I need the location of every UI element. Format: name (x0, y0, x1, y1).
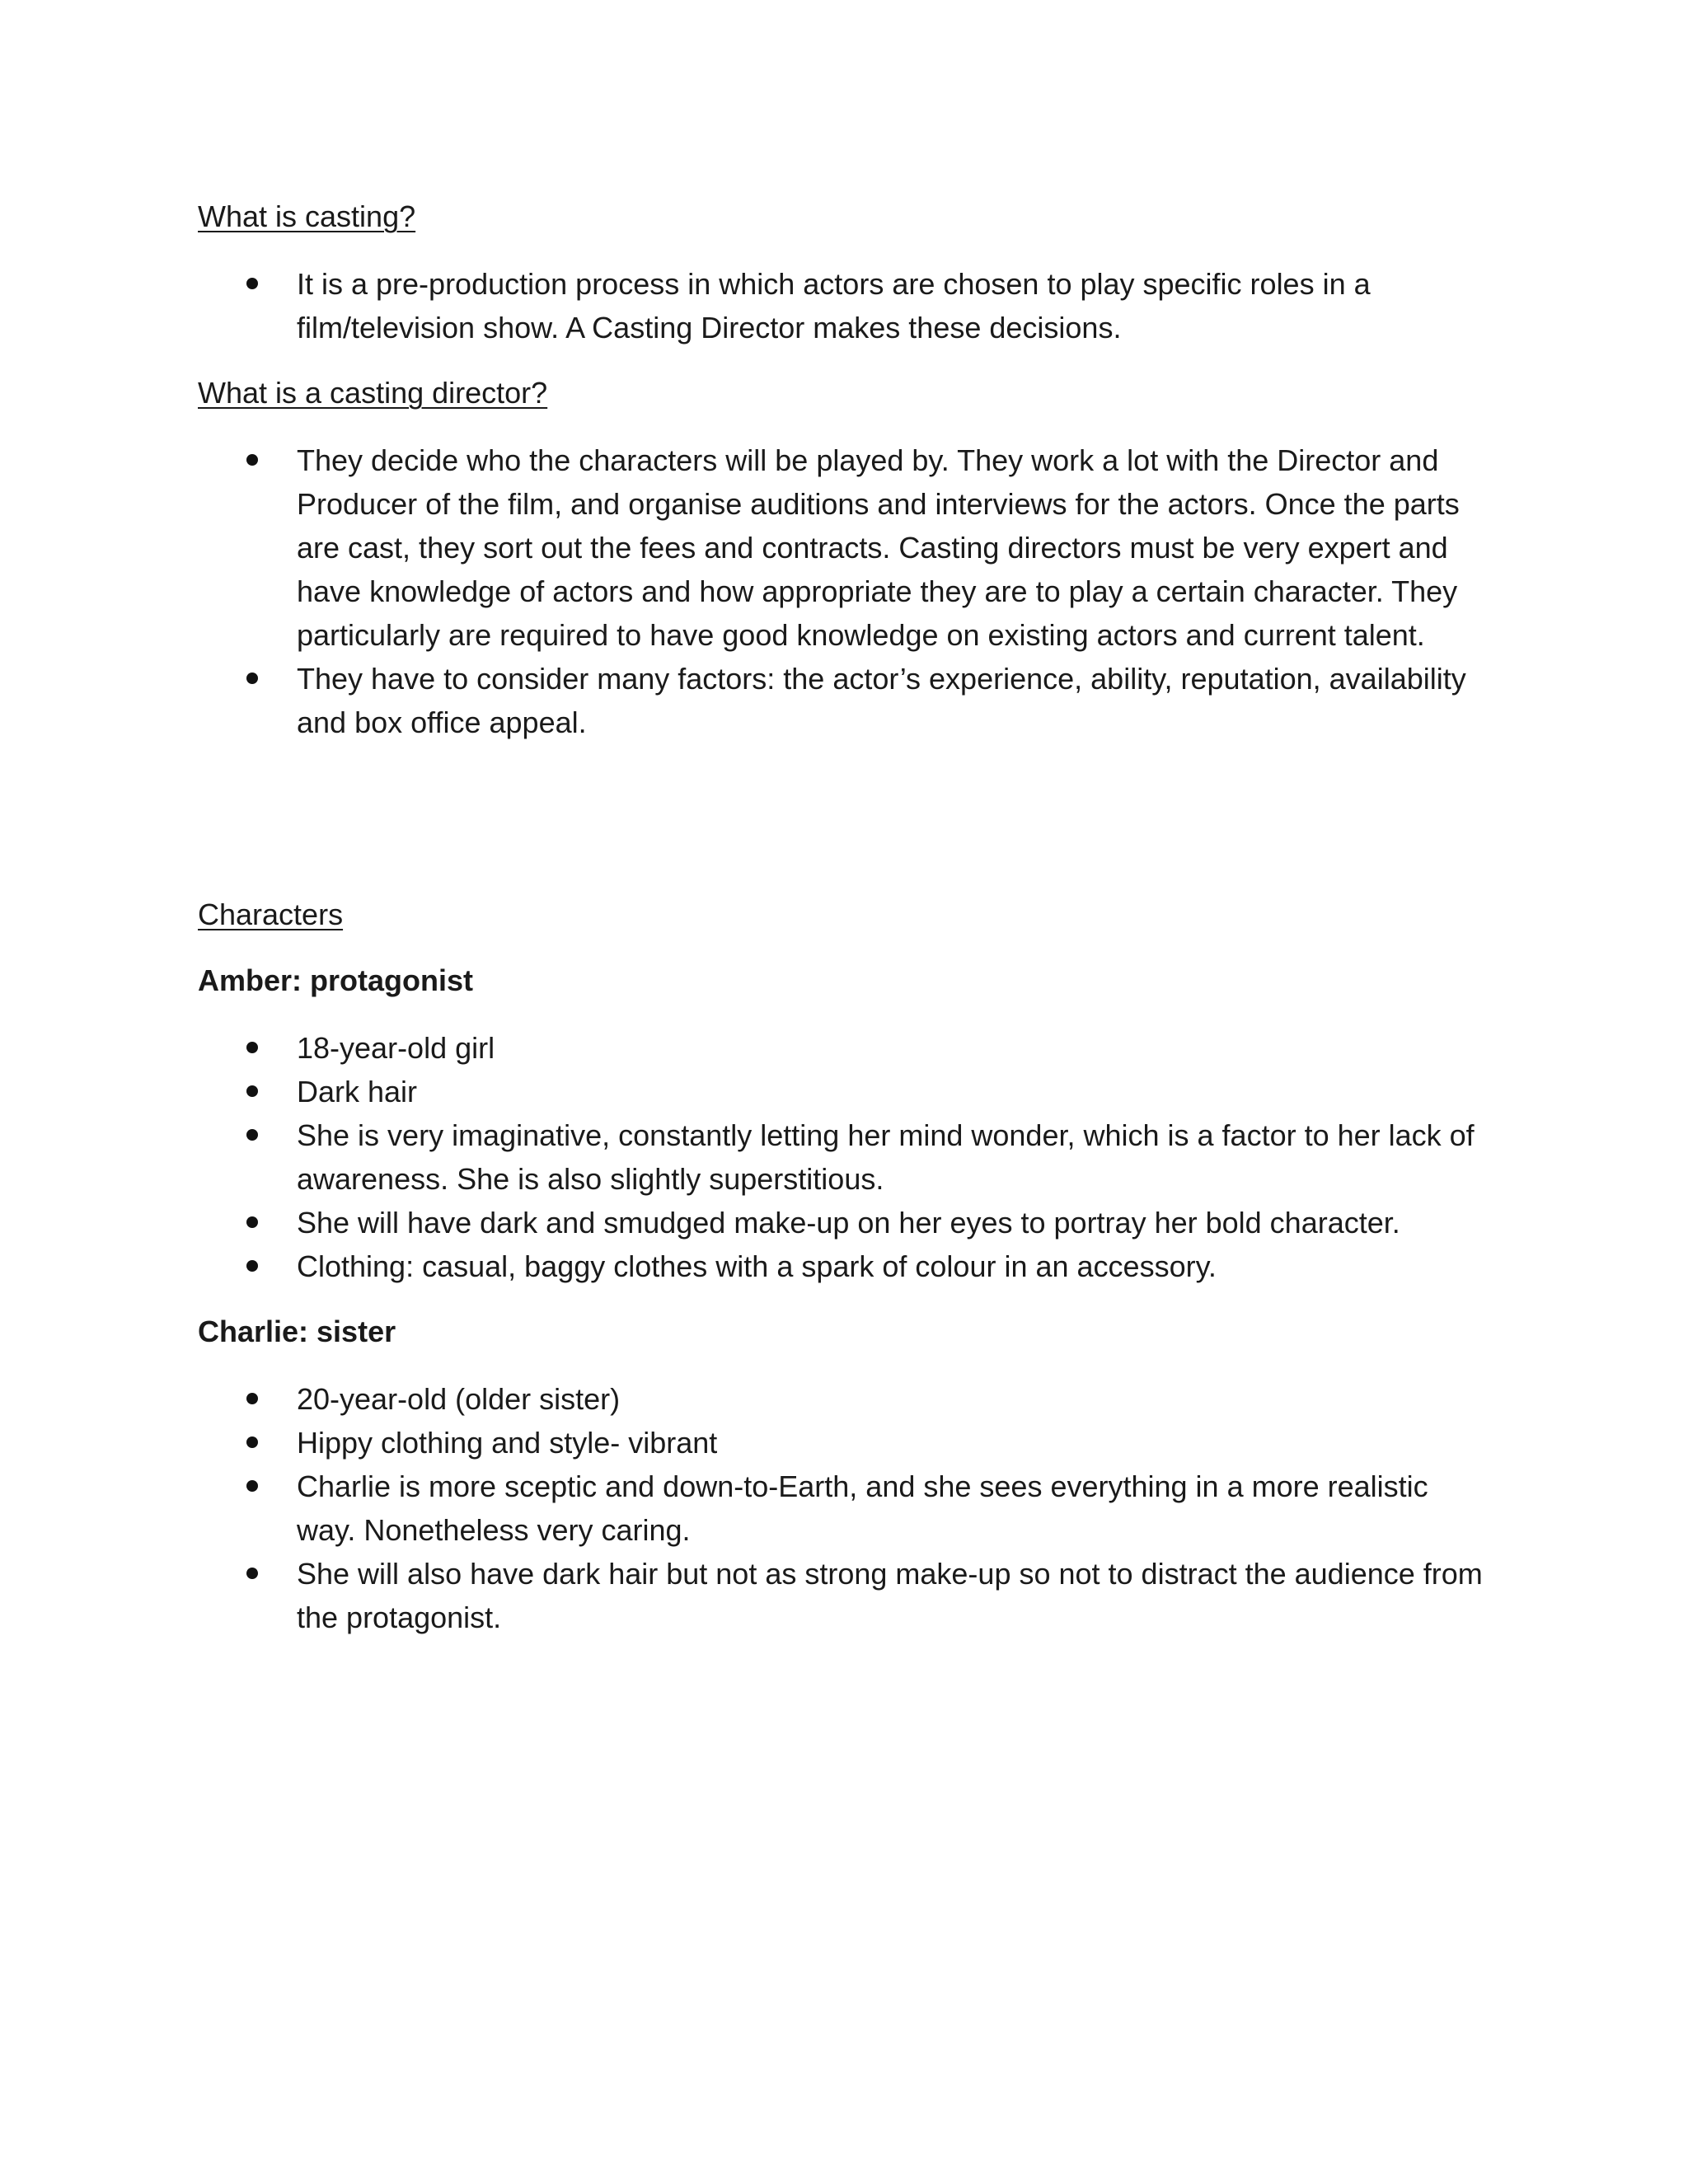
list-item-text: She is very imaginative, constantly letting her mind wonder, which is a factor to her lack of awareness. She is also slightly superstitious. (297, 1118, 1475, 1196)
character-title-charlie: Charlie: sister (198, 1315, 396, 1348)
list-item (198, 1201, 1484, 1244)
bullet-icon (246, 1568, 258, 1579)
bullet-icon (246, 1480, 258, 1492)
list-item (198, 1465, 1484, 1552)
list-item-text: Hippy clothing and style- vibrant (297, 1426, 718, 1460)
list-item-text: Dark hair (297, 1075, 418, 1108)
list-item (198, 1552, 1484, 1639)
list-item-text: 20-year-old (older sister) (297, 1382, 621, 1416)
bullet-icon (246, 1216, 258, 1228)
bullet-icon (246, 278, 258, 289)
character-title-amber: Amber: protagonist (198, 963, 474, 997)
bullet-icon (246, 1042, 258, 1053)
list-item (198, 1113, 1484, 1201)
casting-bullet-list (198, 262, 1484, 349)
heading-what-is-casting-director: What is a casting director? (198, 376, 548, 410)
bullet-icon (246, 1393, 258, 1404)
list-item-text: She will have dark and smudged make-up on her eyes to portray her bold character. (297, 1206, 1400, 1240)
list-item (198, 262, 1484, 349)
list-item (198, 1026, 1484, 1070)
list-item-text: They decide who the characters will be played by. They work a lot with the Director and Producer of the film, and organise auditions and interviews for the actors. Once the parts are cast, they sort out the fees and contracts. Casting directors must be very expert and have knowledge of actors and how appropriate they are to play a certain character. They particularly are required to have good knowledge on existing actors and current talent. (297, 443, 1460, 652)
director-bullet-list (198, 438, 1484, 744)
list-item-text: She will also have dark hair but not as strong make-up so not to distract the audience from the protagonist. (297, 1557, 1483, 1634)
bullet-icon (246, 454, 258, 466)
heading-characters: Characters (198, 898, 344, 931)
bullet-icon (246, 1260, 258, 1272)
list-item (198, 1244, 1484, 1288)
bullet-icon (246, 1085, 258, 1097)
document-content (198, 194, 1484, 1639)
bullet-icon (246, 673, 258, 684)
list-item (198, 657, 1484, 744)
list-item-text: Charlie is more sceptic and down-to-Earth, and she sees everything in a more realistic way. Nonetheless very caring. (297, 1469, 1428, 1547)
charlie-bullet-list (198, 1377, 1484, 1639)
list-item (198, 1377, 1484, 1421)
bullet-icon (246, 1436, 258, 1448)
bullet-icon (246, 1129, 258, 1141)
list-item-text: Clothing: casual, baggy clothes with a spark of colour in an accessory. (297, 1249, 1217, 1283)
list-item (198, 438, 1484, 657)
list-item-text: 18-year-old girl (297, 1031, 495, 1065)
heading-what-is-casting: What is casting? (198, 199, 416, 233)
list-item (198, 1421, 1484, 1465)
amber-bullet-list (198, 1026, 1484, 1288)
list-item (198, 1070, 1484, 1113)
list-item-text: They have to consider many factors: the actor’s experience, ability, reputation, availability and box office appeal. (297, 662, 1466, 739)
list-item-text: It is a pre-production process in which actors are chosen to play specific roles in a film/television show. A Casting Director makes these decisions. (297, 267, 1371, 344)
